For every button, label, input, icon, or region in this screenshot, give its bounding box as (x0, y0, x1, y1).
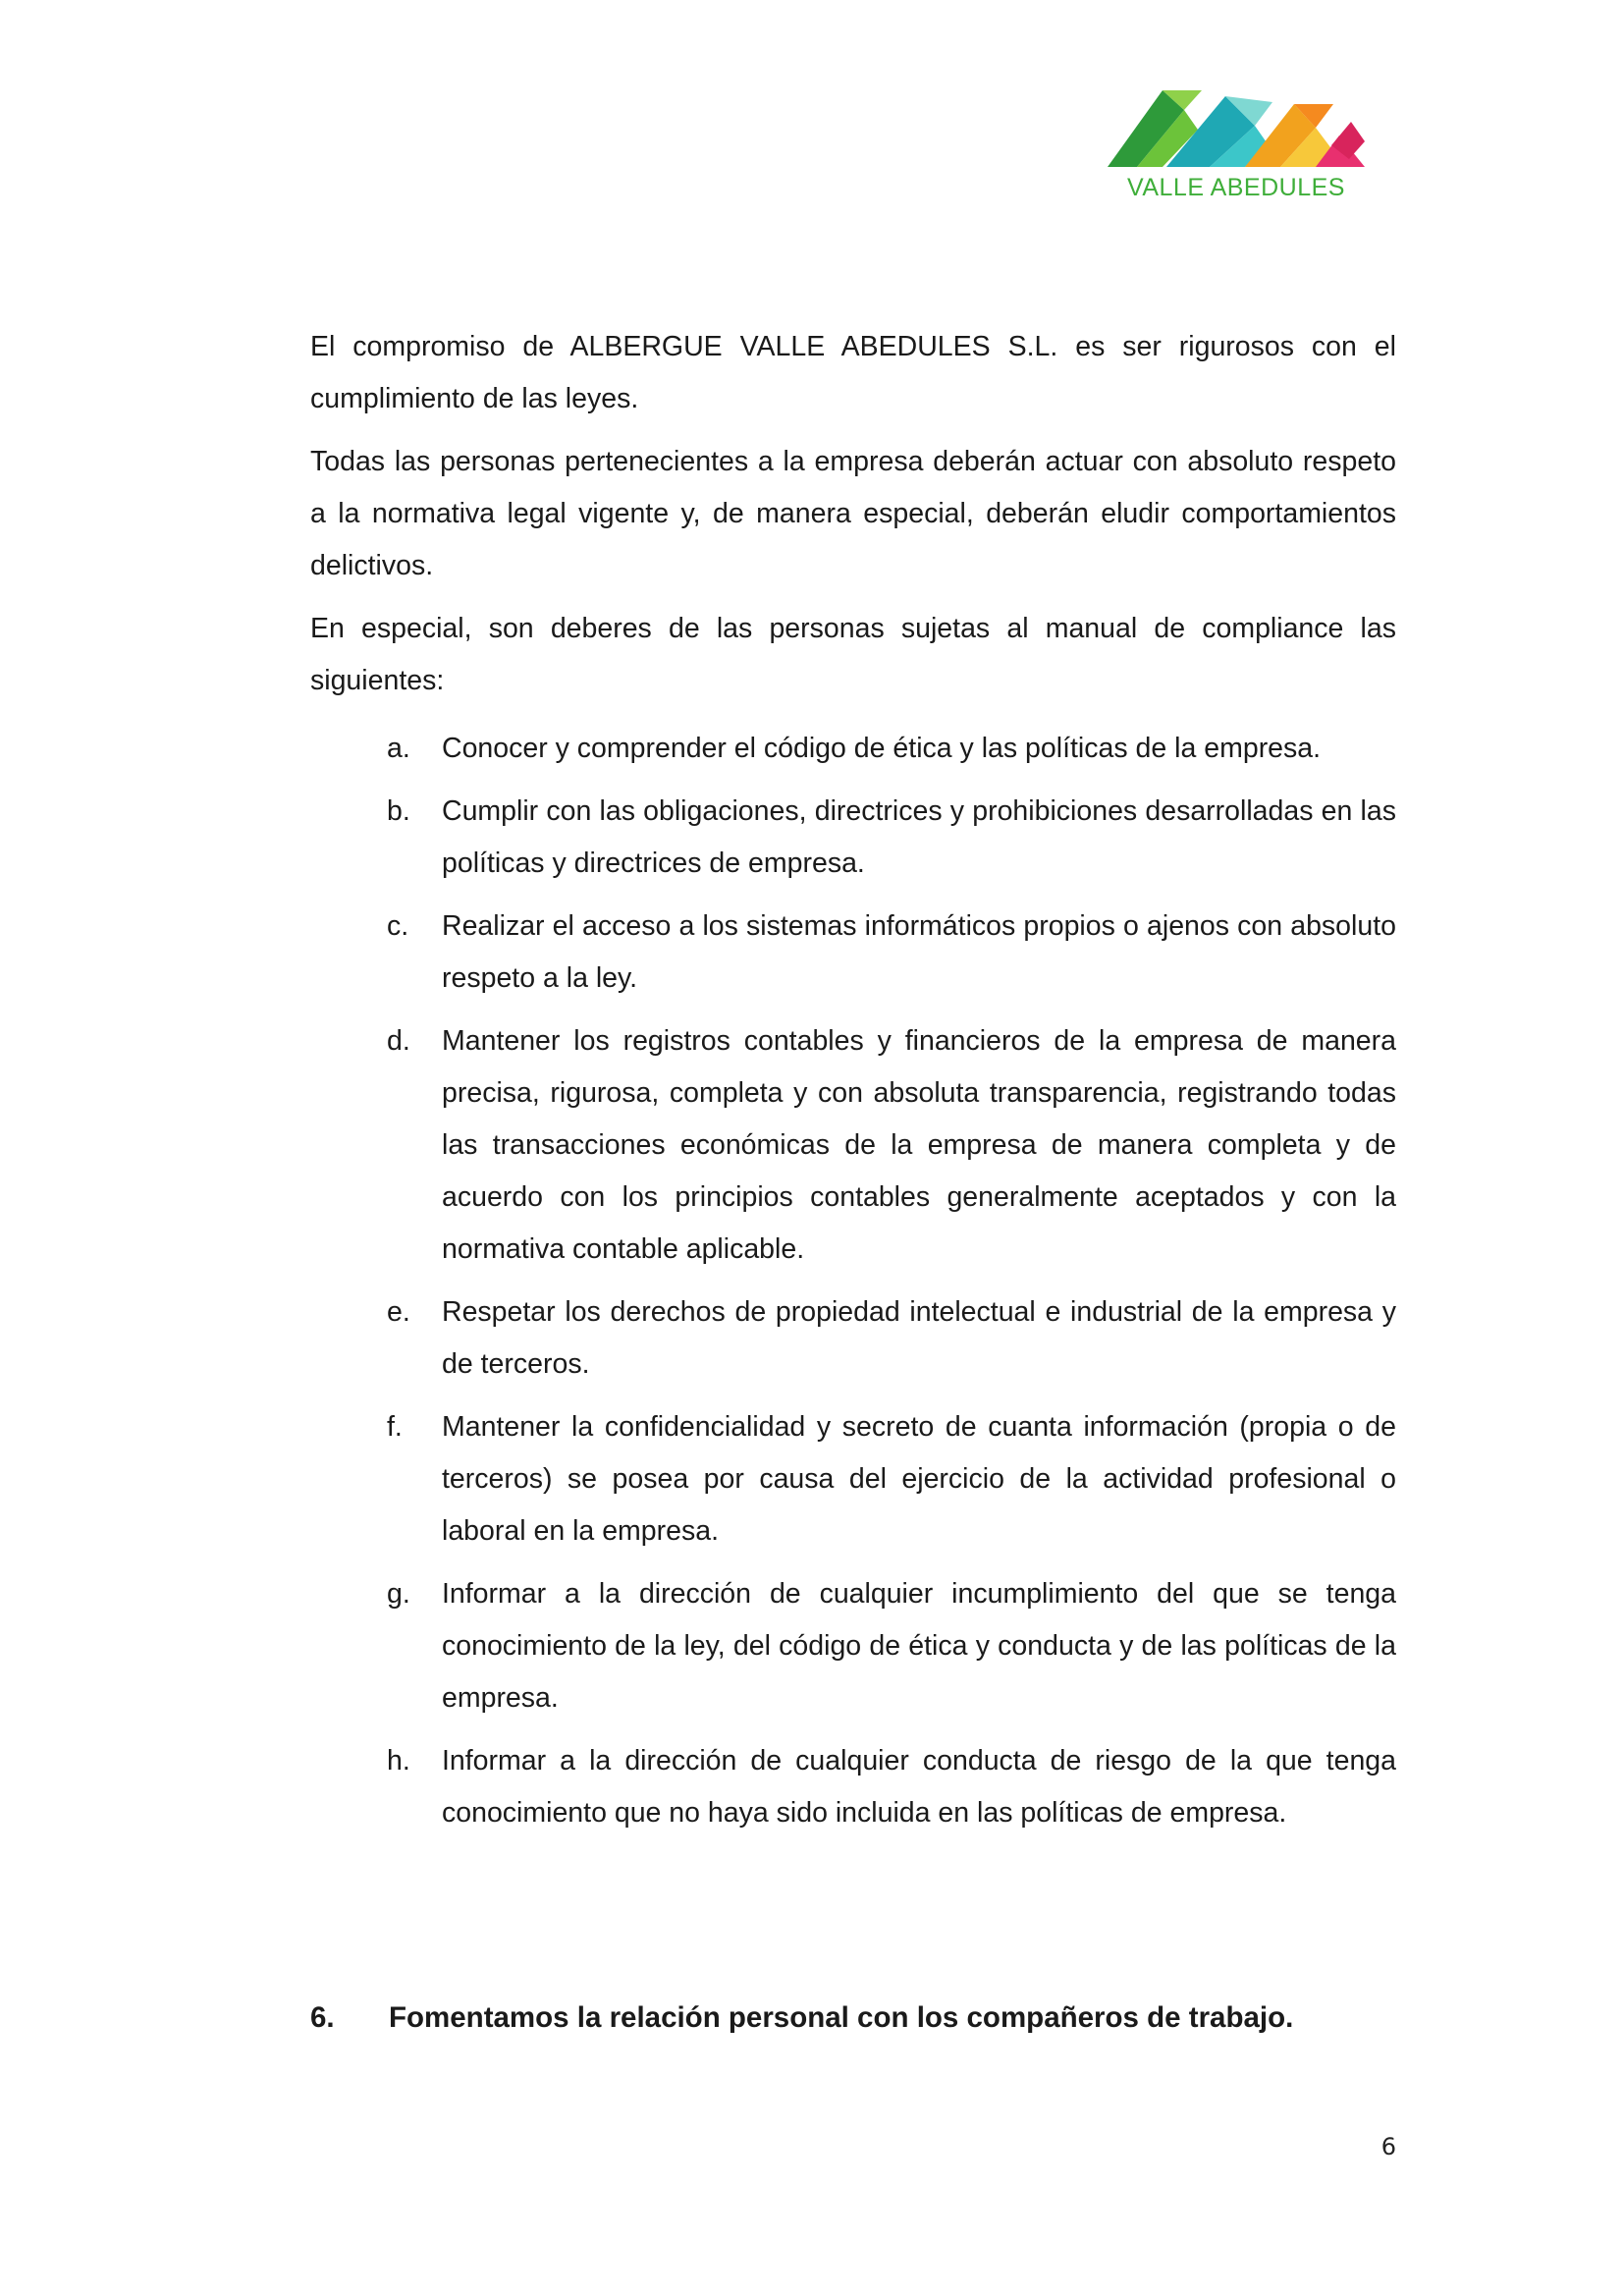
company-logo (1108, 82, 1365, 210)
list-item (310, 1568, 1396, 1724)
logo-wordmark: VALLE ABEDULES (1127, 174, 1345, 201)
section-number: 6. (310, 2001, 335, 2034)
list-item-text: Conocer y comprender el código de ética y las políticas de la empresa. (442, 733, 1322, 764)
duties-list (310, 723, 1396, 1839)
list-marker: h. (387, 1745, 410, 1777)
list-item-text: Realizar el acceso a los sistemas informáticos propios o ajenos con absoluto respeto a la ley. (442, 910, 1396, 994)
mountains-logo-icon (1108, 82, 1365, 176)
section-title: Fomentamos la relación personal con los compañeros de trabajo. (389, 2001, 1294, 2034)
list-item (310, 786, 1396, 890)
list-item-text: Informar a la dirección de cualquier incumplimiento del que se tenga conocimiento de la ley, del código de ética y conducta y de las políticas de la empresa. (442, 1578, 1396, 1714)
list-item (310, 1401, 1396, 1558)
list-item (310, 901, 1396, 1005)
list-item (310, 1286, 1396, 1391)
paragraph-duties-intro: En especial, son deberes de las personas sujetas al manual de compliance las siguientes: (310, 613, 1396, 696)
list-item (310, 1015, 1396, 1276)
list-marker: a. (387, 733, 410, 764)
list-item-text: Informar a la dirección de cualquier conducta de riesgo de la que tenga conocimiento que no haya sido incluida en las políticas de empresa. (442, 1745, 1396, 1829)
paragraph-legal-respect: Todas las personas pertenecientes a la empresa deberán actuar con absoluto respeto a la normativa legal vigente y, de manera especial, deberán eludir comportamientos delictivos. (310, 446, 1396, 581)
list-item (310, 723, 1396, 775)
page-number: 6 (1380, 2133, 1396, 2160)
list-item (310, 1735, 1396, 1839)
list-marker: f. (387, 1411, 403, 1443)
list-marker: d. (387, 1025, 410, 1057)
list-item-text: Cumplir con las obligaciones, directrices y prohibiciones desarrolladas en las políticas y directrices de empresa. (442, 795, 1396, 879)
list-marker: b. (387, 795, 410, 827)
list-marker: g. (387, 1578, 410, 1610)
list-item-text: Mantener los registros contables y financieros de la empresa de manera precisa, rigurosa, completa y con absoluta transparencia, registrando todas las transacciones económicas de la empresa de manera completa y de acuerdo con los principios contables generalmente aceptados y con la normativa contable aplicable. (442, 1025, 1396, 1265)
list-item-text: Mantener la confidencialidad y secreto de cuanta información (propia o de terceros) se posea por causa del ejercicio de la actividad profesional o laboral en la empresa. (442, 1411, 1396, 1547)
list-marker: e. (387, 1296, 410, 1328)
list-marker: c. (387, 910, 409, 942)
list-item-text: Respetar los derechos de propiedad intelectual e industrial de la empresa y de terceros. (442, 1296, 1396, 1380)
document-body (310, 321, 1396, 1850)
paragraph-commitment: El compromiso de ALBERGUE VALLE ABEDULES S.L. es ser rigurosos con el cumplimiento de las leyes. (310, 331, 1396, 414)
